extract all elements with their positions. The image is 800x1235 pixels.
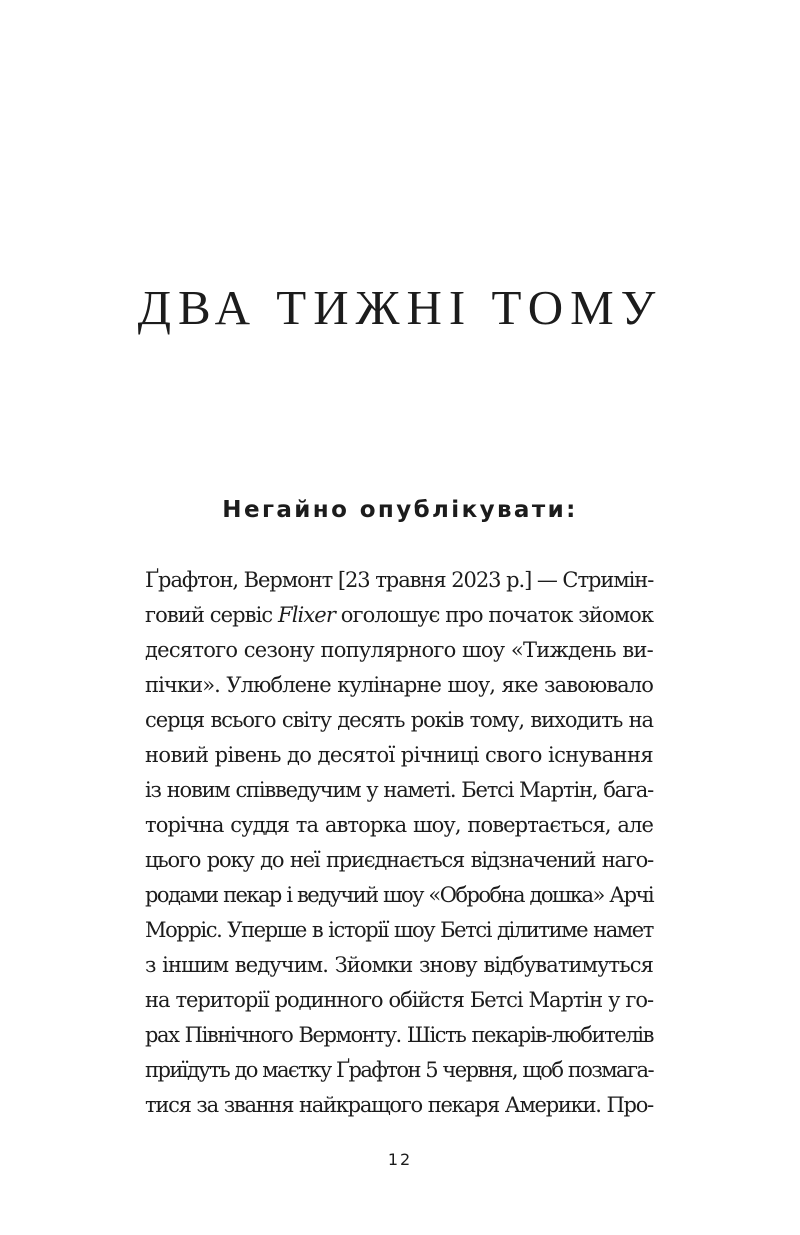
text-run: серця всього світу десять років тому, виходить на bbox=[145, 708, 653, 732]
service-name-italic: Flixer bbox=[278, 603, 335, 627]
text-run: родами пекар і ведучий шоу «Обробна дошка» Арчі bbox=[145, 883, 653, 907]
text-run: приїдуть до маєтку Ґрафтон 5 червня, щоб позмага- bbox=[145, 1058, 653, 1082]
chapter-title: ДВА ТИЖНІ ТОМУ bbox=[137, 280, 663, 335]
body-line bbox=[145, 1018, 653, 1053]
body-line bbox=[145, 598, 653, 633]
body-line bbox=[145, 878, 653, 913]
body-line bbox=[145, 808, 653, 843]
text-run: із новим співведучим у наметі. Бетсі Мартін, бага- bbox=[145, 778, 653, 802]
press-release-heading: Негайно опублікувати: bbox=[222, 497, 578, 523]
text-run: з іншим ведучим. Зйомки знову відбуватимуться bbox=[145, 953, 653, 977]
text-run: Ґрафтон, Вермонт [23 травня 2023 р.] — Стримін- bbox=[145, 568, 654, 592]
body-line bbox=[145, 913, 653, 948]
text-run: десятого сезону популярного шоу «Тиждень ви- bbox=[145, 638, 653, 662]
press-release-body bbox=[145, 563, 653, 1123]
text-run: новий рівень до десятої річниці свого існування bbox=[145, 743, 653, 767]
body-line bbox=[145, 738, 653, 773]
body-line bbox=[145, 703, 653, 738]
body-line bbox=[145, 1088, 653, 1123]
text-run: на території родинного обійстя Бетсі Мартін у го- bbox=[145, 988, 653, 1012]
body-line bbox=[145, 1053, 653, 1088]
text-run: пічки». Улюблене кулінарне шоу, яке завоювало bbox=[145, 673, 653, 697]
text-run: рах Північного Вермонту. Шість пекарів-любителів bbox=[145, 1023, 653, 1047]
text-run: говий сервіс bbox=[145, 603, 279, 627]
body-line bbox=[145, 563, 653, 598]
body-line bbox=[145, 983, 653, 1018]
body-line bbox=[145, 948, 653, 983]
body-line bbox=[145, 773, 653, 808]
text-run: тися за звання найкращого пекаря Америки. Про- bbox=[145, 1093, 653, 1117]
text-run: цього року до неї приєднається відзначений наго- bbox=[145, 848, 653, 872]
body-line bbox=[145, 668, 653, 703]
page-number: 12 bbox=[387, 1150, 413, 1169]
body-line bbox=[145, 843, 653, 878]
text-run: Морріс. Уперше в історії шоу Бетсі ділитиме намет bbox=[145, 918, 653, 942]
text-run: оголошує про початок зйомок bbox=[334, 603, 654, 627]
text-run: торічна суддя та авторка шоу, повертається, але bbox=[145, 813, 653, 837]
body-line bbox=[145, 633, 653, 668]
